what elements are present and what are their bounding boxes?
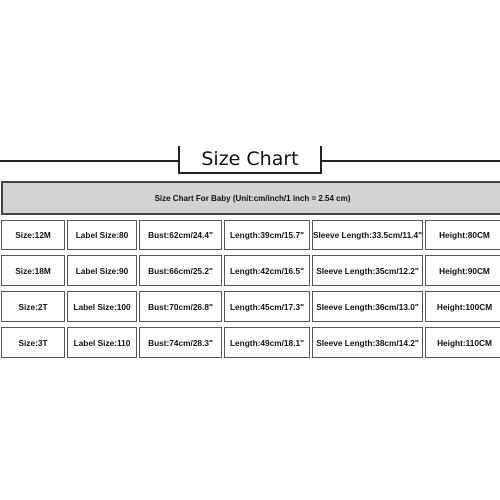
cell-bust: Bust:66cm/25.2" bbox=[139, 255, 222, 286]
size-chart-table bbox=[1, 181, 498, 358]
cell-length: Length:49cm/18.1" bbox=[224, 327, 310, 358]
cell-bust: Bust:70cm/26.8" bbox=[139, 291, 222, 322]
cell-bust: Bust:74cm/28.3" bbox=[139, 327, 222, 358]
table-header: Size Chart For Baby (Unit:cm/inch/1 inch = 2.54 cm) bbox=[1, 181, 500, 215]
page-title: Size Chart bbox=[178, 146, 322, 174]
cell-size: Size:3T bbox=[1, 327, 65, 358]
title-divider-left bbox=[0, 160, 180, 162]
cell-size: Size:2T bbox=[1, 291, 65, 322]
cell-label-size: Label Size:110 bbox=[67, 327, 137, 358]
cell-height: Height:110CM bbox=[425, 327, 500, 358]
cell-length: Length:39cm/15.7" bbox=[224, 220, 310, 250]
cell-sleeve-length: Sleeve Length:35cm/12.2" bbox=[312, 255, 423, 286]
cell-size: Size:12M bbox=[1, 220, 65, 250]
cell-length: Length:45cm/17.3" bbox=[224, 291, 310, 322]
cell-size: Size:18M bbox=[1, 255, 65, 286]
cell-bust: Bust:62cm/24.4" bbox=[139, 220, 222, 250]
cell-label-size: Label Size:80 bbox=[67, 220, 137, 250]
cell-sleeve-length: Sleeve Length:36cm/13.0" bbox=[312, 291, 423, 322]
cell-height: Height:90CM bbox=[425, 255, 500, 286]
cell-sleeve-length: Sleeve Length:38cm/14.2" bbox=[312, 327, 423, 358]
cell-sleeve-length: Sleeve Length:33.5cm/11.4" bbox=[312, 220, 423, 250]
cell-height: Height:100CM bbox=[425, 291, 500, 322]
cell-label-size: Label Size:100 bbox=[67, 291, 137, 322]
cell-length: Length:42cm/16.5" bbox=[224, 255, 310, 286]
title-divider-right bbox=[320, 160, 500, 162]
cell-label-size: Label Size:90 bbox=[67, 255, 137, 286]
cell-height: Height:80CM bbox=[425, 220, 500, 250]
